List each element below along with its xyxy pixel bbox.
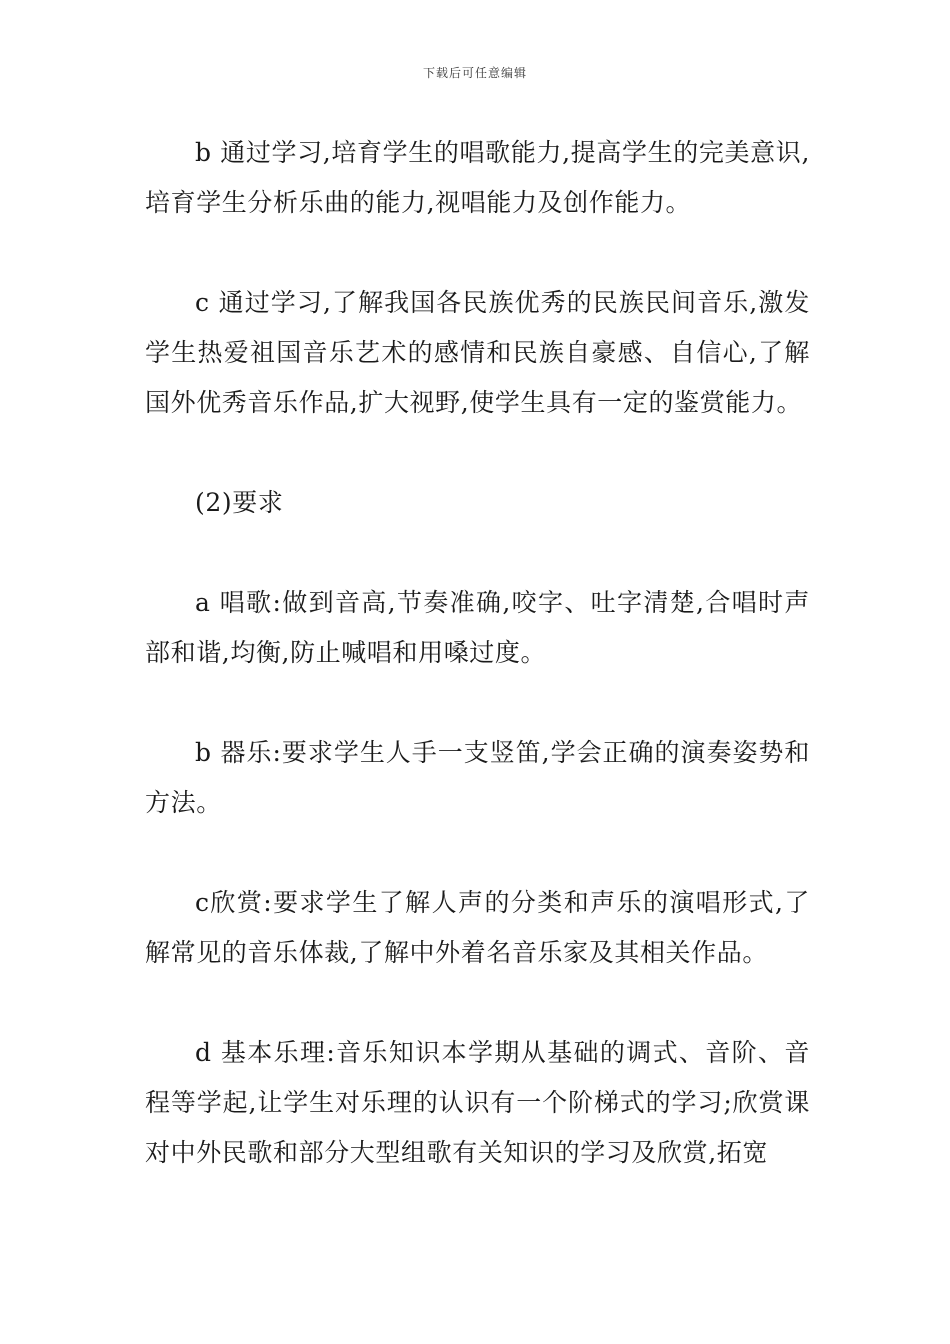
paragraph-requirement-a: a 唱歌:做到音高,节奏准确,咬字、吐字清楚,合唱时声部和谐,均衡,防止喊唱和用嗓过度。 — [145, 588, 810, 667]
section-heading-requirements: (2)要求 — [195, 488, 284, 517]
paragraph-requirement-c: c欣赏:要求学生了解人声的分类和声乐的演唱形式,了解常见的音乐体裁,了解中外着名音乐家及其相关作品。 — [145, 888, 810, 967]
paragraph-requirement-b: b 器乐:要求学生人手一支竖笛,学会正确的演奏姿势和方法。 — [145, 738, 810, 817]
paragraph-objective-b: b 通过学习,培育学生的唱歌能力,提高学生的完美意识,培育学生分析乐曲的能力,视唱能力及创作能力。 — [145, 138, 810, 217]
paragraph-objective-c: c 通过学习,了解我国各民族优秀的民族民间音乐,激发学生热爱祖国音乐艺术的感情和民族自豪感、自信心,了解国外优秀音乐作品,扩大视野,使学生具有一定的鉴赏能力。 — [145, 288, 810, 417]
page-header-note: 下载后可任意编辑 — [422, 66, 527, 80]
document-body — [145, 128, 810, 1178]
paragraph-requirement-d: d 基本乐理:音乐知识本学期从基础的调式、音阶、音程等学起,让学生对乐理的认识有一个阶梯式的学习;欣赏课对中外民歌和部分大型组歌有关知识的学习及欣赏,拓宽 — [145, 1038, 810, 1167]
